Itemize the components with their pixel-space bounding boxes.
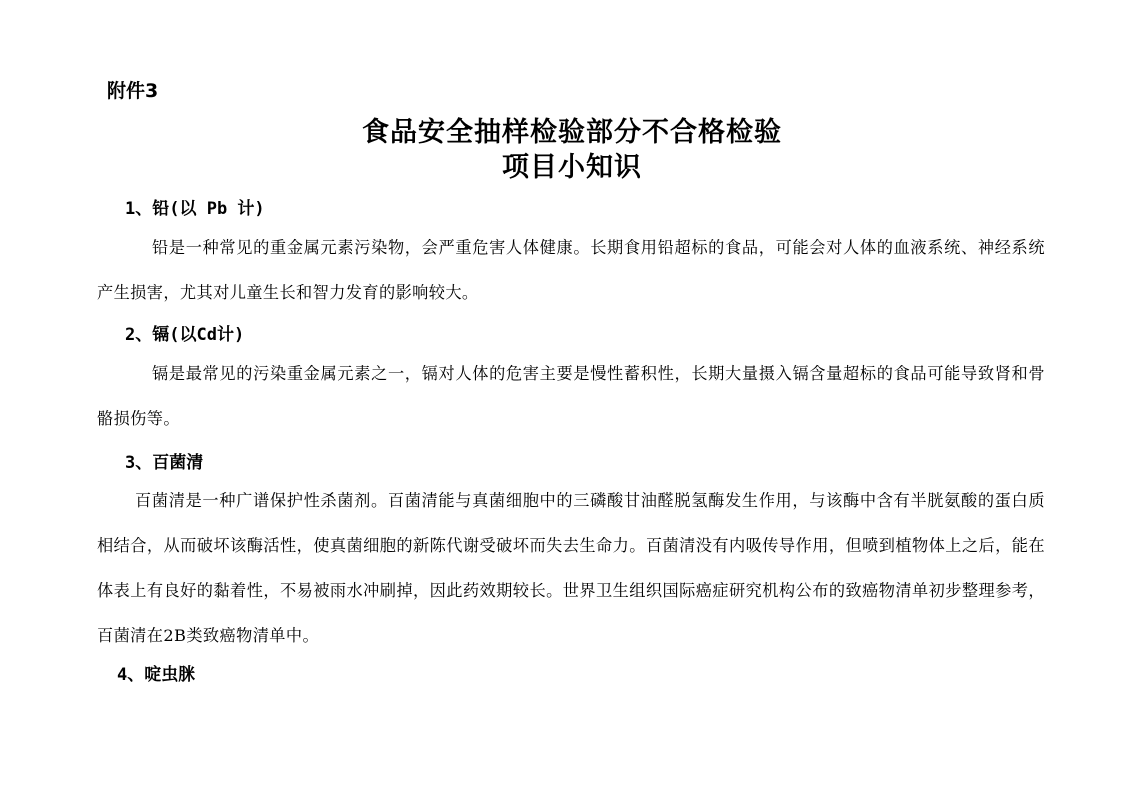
document-title-line-1: 食品安全抽样检验部分不合格检验	[362, 117, 782, 148]
annex-label: 附件3	[107, 80, 159, 102]
section-body-lead: 铅是一种常见的重金属元素污染物，会严重危害人体健康。长期食用铅超标的食品，可能会对人体的血液系统、神经系统产生损害，尤其对儿童生长和智力发育的影响较大。	[97, 238, 1045, 302]
document-title-line-2: 项目小知识	[502, 152, 642, 183]
section-heading-cadmium: 2、镉(以Cd计)	[125, 325, 245, 345]
section-heading-lead: 1、铅(以 Pb 计)	[125, 199, 265, 219]
section-body-cadmium: 镉是最常见的污染重金属元素之一，镉对人体的危害主要是慢性蓄积性，长期大量摄入镉含量超标的食品可能导致肾和骨骼损伤等。	[97, 364, 1045, 428]
section-body-chlorothalonil: 百菌清是一种广谱保护性杀菌剂。百菌清能与真菌细胞中的三磷酸甘油醛脱氢酶发生作用，与该酶中含有半胱氨酸的蛋白质相结合，从而破坏该酶活性，使真菌细胞的新陈代谢受破坏而失去生命力。百菌清没有内吸传导作用，但喷到植物体上之后，能在体表上有良好的黏着性，不易被雨水冲刷掉，因此药效期较长。世界卫生组织国际癌症研究机构公布的致癌物清单初步整理参考，百菌清在2B类致癌物清单中。	[97, 491, 1045, 645]
section-heading-acetamiprid: 4、啶虫脒	[117, 665, 196, 685]
section-heading-chlorothalonil: 3、百菌清	[125, 453, 204, 473]
